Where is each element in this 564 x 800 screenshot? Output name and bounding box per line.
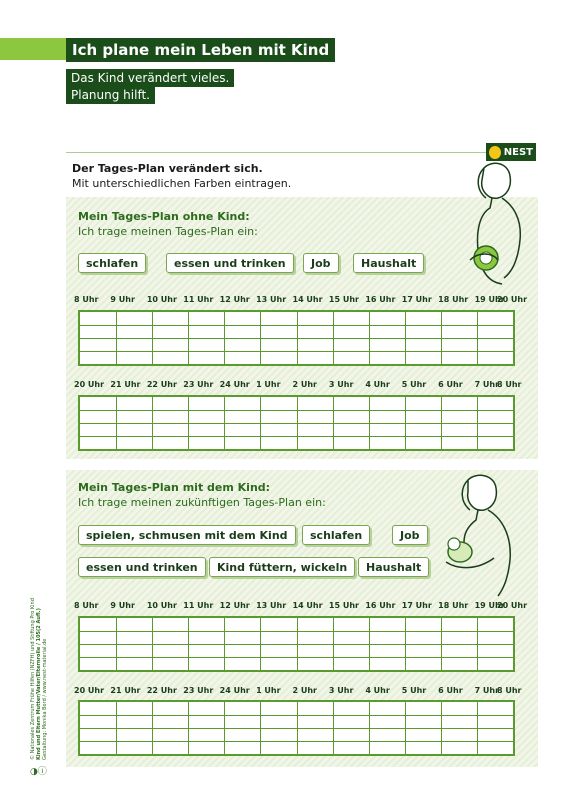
hour-label: 2 Uhr — [292, 380, 317, 389]
activity-haushalt: Haushalt — [353, 253, 424, 273]
hour-label: 1 Uhr — [256, 686, 281, 695]
hour-label: 7 Uhr — [474, 686, 500, 695]
grid-column-line — [333, 397, 334, 449]
copyright-notice — [30, 540, 46, 760]
hour-label: 14 Uhr — [292, 601, 323, 610]
activity-spielen-schmusen: spielen, schmusen mit dem Kind — [78, 525, 296, 545]
hour-label: 2 Uhr — [292, 686, 317, 695]
grid-column-line — [477, 702, 478, 754]
header-accent-bar — [0, 38, 66, 60]
hour-label: 15 Uhr — [328, 601, 359, 610]
hour-label: 22 Uhr — [146, 380, 177, 389]
grid-column-line — [224, 702, 225, 754]
hour-label: 3 Uhr — [328, 380, 354, 389]
grid-column-line — [260, 312, 261, 364]
grid-column-line — [369, 312, 370, 364]
grid-column-line — [116, 397, 117, 449]
grid-column-line — [333, 312, 334, 364]
hour-label: 17 Uhr — [401, 295, 432, 304]
hour-label: 6 Uhr — [438, 686, 463, 695]
grid-column-line — [441, 702, 442, 754]
hour-label: 7 Uhr — [474, 380, 500, 389]
grid-column-line — [152, 397, 153, 449]
hour-label: 8 Uhr — [74, 601, 99, 610]
hour-label: 3 Uhr — [328, 686, 354, 695]
hour-label: 18 Uhr — [438, 295, 469, 304]
hour-label: 10 Uhr — [146, 295, 177, 304]
grid-column-line — [260, 397, 261, 449]
hour-label: 20 Uhr — [497, 295, 528, 304]
hour-label: 21 Uhr — [110, 380, 141, 389]
hour-label: 20 Uhr — [74, 686, 105, 695]
grid-column-line — [188, 702, 189, 754]
grid-column-line — [405, 312, 406, 364]
activity-schlafen: schlafen — [78, 253, 146, 273]
grid-column-line — [224, 312, 225, 364]
hour-label: 1 Uhr — [256, 380, 281, 389]
activity-essen-trinken: essen und trinken — [166, 253, 294, 273]
hour-label: 23 Uhr — [183, 380, 214, 389]
section1-heading: Mein Tages-Plan ohne Kind: — [78, 210, 250, 223]
grid-column-line — [188, 397, 189, 449]
section1-header — [78, 209, 258, 239]
pregnant-woman-illustration — [462, 160, 530, 288]
hour-label: 12 Uhr — [219, 295, 250, 304]
footer-line-1: © Nationales Zentrum Frühe Hilfen (NZFH) und Stiftung Pro Kind — [30, 598, 36, 760]
grid-column-line — [297, 702, 298, 754]
hour-label: 19 Uhr — [474, 601, 505, 610]
hour-label: 11 Uhr — [183, 601, 214, 610]
nest-logo — [486, 143, 536, 161]
grid-column-line — [369, 618, 370, 670]
grid-column-line — [477, 312, 478, 364]
page-title: Ich plane mein Leben mit Kind — [66, 38, 335, 62]
intro-line-2: Mit unterschiedlichen Farben eintragen. — [72, 177, 292, 190]
activity-kind-fuettern: Kind füttern, wickeln — [209, 557, 355, 577]
grid-column-line — [152, 702, 153, 754]
hour-label: 8 Uhr — [497, 686, 522, 695]
grid-column-line — [116, 702, 117, 754]
grid-column-line — [297, 618, 298, 670]
creative-commons-icon: ◑ⓘ — [30, 767, 47, 777]
grid-column-line — [333, 702, 334, 754]
hour-label: 8 Uhr — [74, 295, 99, 304]
activity-schlafen: schlafen — [302, 525, 370, 545]
section1-instruction: Ich trage meinen Tages-Plan ein: — [78, 225, 258, 238]
hour-label: 21 Uhr — [110, 686, 141, 695]
grid-column-line — [405, 618, 406, 670]
schedule-grid-night-1[interactable] — [78, 395, 515, 451]
sun-icon — [489, 146, 501, 159]
intro-text — [72, 161, 291, 191]
grid-column-line — [441, 618, 442, 670]
hour-label: 14 Uhr — [292, 295, 323, 304]
hour-label: 13 Uhr — [256, 295, 287, 304]
schedule-grid-day-1[interactable] — [78, 310, 515, 366]
hour-label: 19 Uhr — [474, 295, 505, 304]
grid-column-line — [297, 312, 298, 364]
grid-column-line — [116, 312, 117, 364]
schedule-grid-day-2[interactable] — [78, 616, 515, 672]
grid-column-line — [188, 618, 189, 670]
footer-line-3: Gestaltung: Monika Bord / www.nest-material.de — [42, 638, 48, 760]
hour-label: 9 Uhr — [110, 601, 135, 610]
hour-label: 13 Uhr — [256, 601, 287, 610]
grid-column-line — [224, 618, 225, 670]
grid-column-line — [260, 702, 261, 754]
grid-column-line — [188, 312, 189, 364]
hour-label: 11 Uhr — [183, 295, 214, 304]
activity-job: Job — [303, 253, 339, 273]
section2-header — [78, 480, 326, 510]
hour-label: 17 Uhr — [401, 601, 432, 610]
hour-label: 24 Uhr — [219, 380, 250, 389]
activity-haushalt: Haushalt — [358, 557, 429, 577]
section2-heading: Mein Tages-Plan mit dem Kind: — [78, 481, 271, 494]
grid-column-line — [333, 618, 334, 670]
hour-label: 8 Uhr — [497, 380, 522, 389]
hour-label: 10 Uhr — [146, 601, 177, 610]
activity-job: Job — [392, 525, 428, 545]
grid-column-line — [369, 702, 370, 754]
grid-column-line — [477, 397, 478, 449]
grid-column-line — [152, 618, 153, 670]
hour-label: 5 Uhr — [401, 686, 427, 695]
activity-essen-trinken: essen und trinken — [78, 557, 206, 577]
hour-label: 12 Uhr — [219, 601, 250, 610]
grid-column-line — [441, 312, 442, 364]
grid-column-line — [405, 702, 406, 754]
hour-label: 18 Uhr — [438, 601, 469, 610]
grid-column-line — [152, 312, 153, 364]
hour-label: 20 Uhr — [497, 601, 528, 610]
hour-label: 4 Uhr — [365, 380, 390, 389]
subtitle-line-1: Das Kind verändert vieles. — [66, 69, 234, 87]
hour-label: 9 Uhr — [110, 295, 135, 304]
subtitle-line-2: Planung hilft. — [66, 86, 155, 104]
divider — [66, 152, 486, 153]
footer-line-2: Kind und Eltern Mutter/Vater/Elternrolle / 105(2 Aufl.) — [36, 608, 42, 760]
grid-column-line — [441, 397, 442, 449]
hour-label: 5 Uhr — [401, 380, 427, 389]
grid-column-line — [260, 618, 261, 670]
section2-instruction: Ich trage meinen zukünftigen Tages-Plan ein: — [78, 496, 326, 509]
grid-column-line — [405, 397, 406, 449]
schedule-grid-night-2[interactable] — [78, 700, 515, 756]
hour-label: 4 Uhr — [365, 686, 390, 695]
grid-column-line — [224, 397, 225, 449]
grid-column-line — [477, 618, 478, 670]
hour-label: 24 Uhr — [219, 686, 250, 695]
hour-label: 16 Uhr — [365, 295, 396, 304]
hour-label: 16 Uhr — [365, 601, 396, 610]
nest-logo-label: NEST — [503, 146, 533, 158]
hour-label: 6 Uhr — [438, 380, 463, 389]
hour-label: 22 Uhr — [146, 686, 177, 695]
intro-line-1: Der Tages-Plan verändert sich. — [72, 162, 263, 175]
hour-label: 23 Uhr — [183, 686, 214, 695]
hour-label: 20 Uhr — [74, 380, 105, 389]
grid-column-line — [116, 618, 117, 670]
grid-column-line — [369, 397, 370, 449]
mother-with-baby-illustration — [438, 470, 522, 598]
grid-column-line — [297, 397, 298, 449]
hour-label: 15 Uhr — [328, 295, 359, 304]
